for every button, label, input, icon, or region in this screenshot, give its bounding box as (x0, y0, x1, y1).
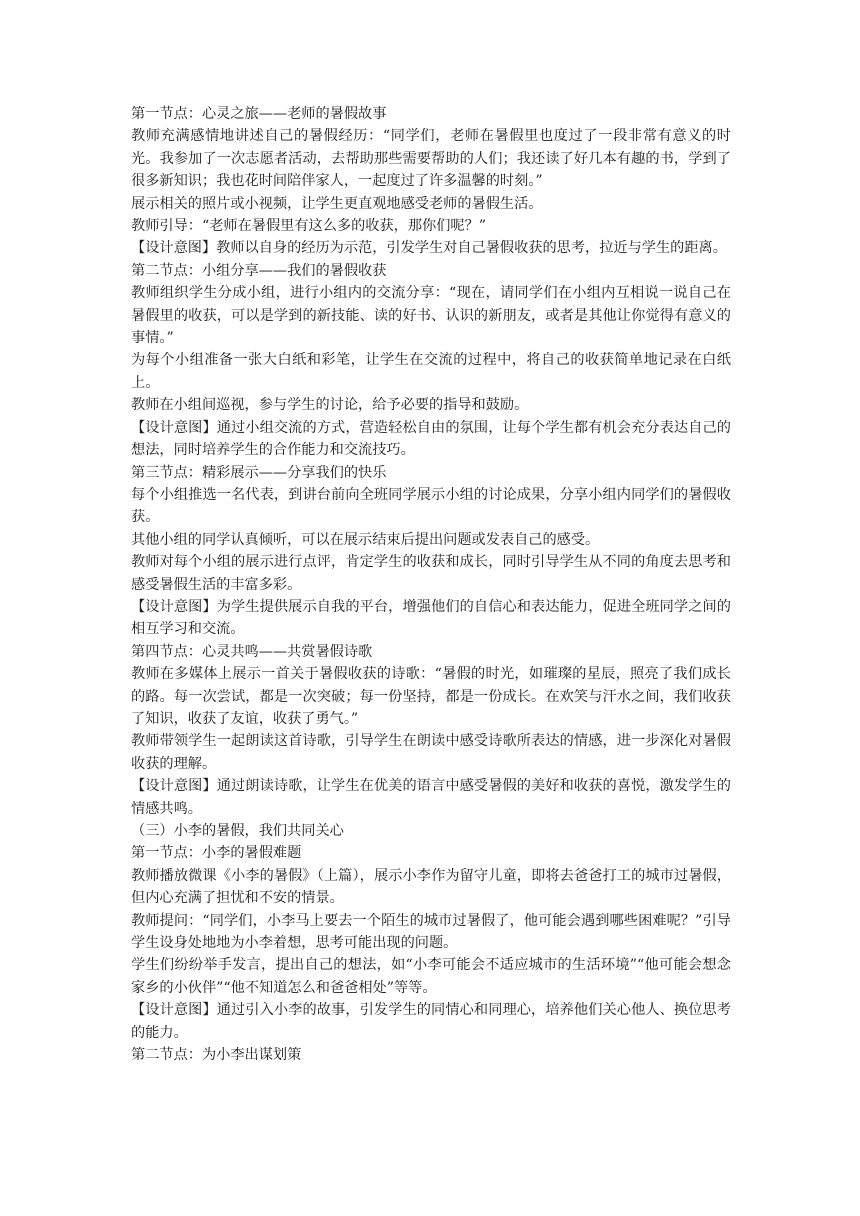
paragraph: 每个小组推选一名代表，到讲台前向全班同学展示小组的讨论成果，分享小组内同学们的暑假收获。 (131, 486, 731, 526)
paragraph: 教师播放微课《小李的暑假》（上篇），展示小李作为留守儿童，即将去爸爸打工的城市过暑假，但内心充满了担忧和不安的情景。 (131, 867, 731, 907)
paragraph: 教师对每个小组的展示进行点评，肯定学生的收获和成长，同时引导学生从不同的角度去思考和感受暑假生活的丰富多彩。 (131, 554, 731, 593)
paragraph: 展示相关的照片或小视频，让学生更直观地感受老师的暑假生活。 (131, 195, 543, 212)
paragraph: 教师在小组间巡视，参与学生的讨论，给予必要的指导和鼓励。 (131, 397, 529, 414)
part-heading: （三）小李的暑假，我们共同关心 (131, 823, 344, 839)
section-heading: 第二节点：小组分享——我们的暑假收获 (131, 262, 387, 279)
paragraph: 为每个小组准备一张大白纸和彩笔，让学生在交流的过程中，将自己的收获简单地记录在白纸上。 (131, 352, 731, 391)
paragraph: 教师充满感情地讲述自己的暑假经历：“同学们，老师在暑假里也度过了一段非常有意义的时光。我参加了一次志愿者活动，去帮助那些需要帮助的人们；我还读了好几本有趣的书，学到了很多新知识；我也花时间陪伴家人，一起度过了许多温馨的时刻。” (131, 128, 731, 190)
paragraph: 教师组织学生分成小组，进行小组内的交流分享：“现在，请同学们在小组内互相说一说自己在暑假里的收获，可以是学到的新技能、读的好书、认识的新朋友，或者是其他让你觉得有意义的事情。” (131, 285, 731, 347)
paragraph: 教师提问：“同学们，小李马上要去一个陌生的城市过暑假了，他可能会遇到哪些困难呢？”引导学生设身处地地为小李着想，思考可能出现的问题。 (131, 912, 731, 952)
design-intent-paragraph: 【设计意图】教师以自身的经历为示范，引发学生对自己暑假收获的思考，拉近与学生的距离。 (131, 240, 727, 257)
document-body (131, 103, 731, 1066)
paragraph: 学生们纷纷举手发言，提出自己的想法，如“小李可能会不适应城市的生活环境”“他可能会想念家乡的小伙伴”“他不知道怎么和爸爸相处”等等。 (131, 957, 731, 996)
design-intent-paragraph: 【设计意图】通过引入小李的故事，引发学生的同情心和同理心，培养他们关心他人、换位思考的能力。 (131, 1002, 731, 1041)
section-heading: 第二节点：为小李出谋划策 (131, 1047, 302, 1064)
design-intent-paragraph: 【设计意图】通过小组交流的方式，营造轻松自由的氛围，让每个学生都有机会充分表达自己的想法，同时培养学生的合作能力和交流技巧。 (131, 419, 731, 459)
design-intent-paragraph: 【设计意图】为学生提供展示自我的平台，增强他们的自信心和表达能力，促进全班同学之间的相互学习和交流。 (131, 598, 731, 638)
design-intent-paragraph: 【设计意图】通过朗读诗歌，让学生在优美的语言中感受暑假的美好和收获的喜悦，激发学生的情感共鸣。 (131, 778, 731, 817)
section-heading: 第一节点：小李的暑假难题 (131, 845, 302, 862)
paragraph: 教师在多媒体上展示一首关于暑假收获的诗歌：“暑假的时光，如璀璨的星辰，照亮了我们成长的路。每一次尝试，都是一次突破；每一份坚持，都是一份成长。在欢笑与汗水之间，我们收获了知识，收获了友谊，收获了勇气。” (131, 666, 731, 727)
section-heading: 第一节点：心灵之旅——老师的暑假故事 (131, 106, 387, 122)
paragraph: 其他小组的同学认真倾听，可以在展示结束后提出问题或发表自己的感受。 (131, 531, 600, 548)
section-heading: 第四节点：心灵共鸣——共赏暑假诗歌 (131, 643, 373, 660)
section-heading: 第三节点：精彩展示——分享我们的快乐 (131, 464, 387, 481)
paragraph: 教师带领学生一起朗读这首诗歌，引导学生在朗读中感受诗歌所表达的情感，进一步深化对暑假收获的理解。 (131, 733, 731, 772)
paragraph: 教师引导：“老师在暑假里有这么多的收获，那你们呢？” (131, 218, 487, 235)
